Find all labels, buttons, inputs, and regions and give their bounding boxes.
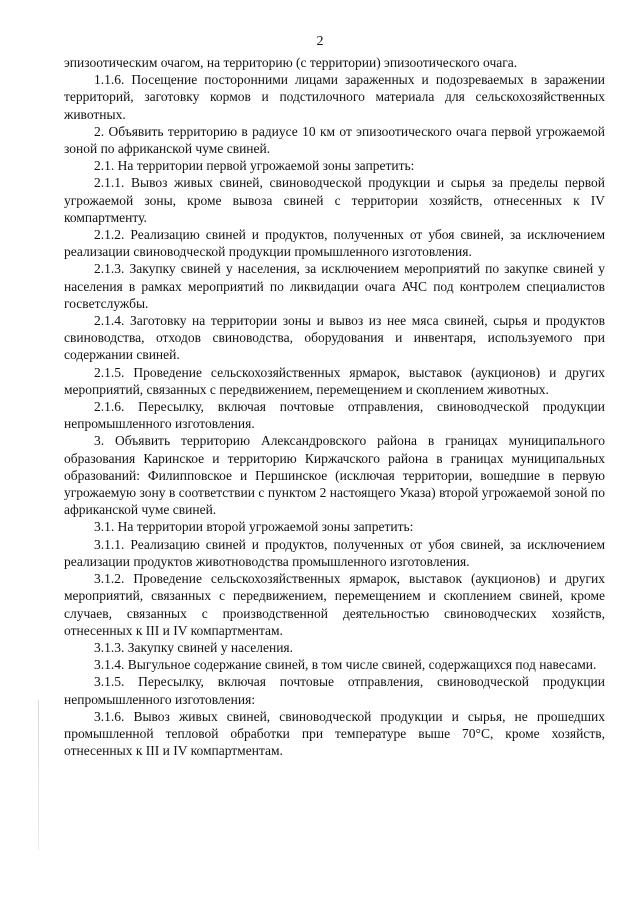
paragraph: 2.1.3. Закупку свиней у населения, за исключением мероприятий по закупке свиней у населения в рамках мероприятий по ликвидации очага АЧС под контролем специалистов госветслужбы. [64,261,605,311]
paragraph: 2.1.6. Пересылку, включая почтовые отправления, свиноводческой продукции непромышленного изготовления. [64,399,605,432]
document-body [64,54,605,759]
paragraph: 2.1.5. Проведение сельскохозяйственных ярмарок, выставок (аукционов) и других мероприятий, связанных с передвижением, перемещением и скоплением животных. [64,364,605,397]
paragraph: эпизоотическим очагом, на территорию (с территории) эпизоотического очага. [64,55,518,70]
paragraph: 3.1. На территории второй угрожаемой зоны запретить: [94,519,414,535]
paragraph: 3.1.4. Выгульное содержание свиней, в том числе свиней, содержащихся под навесами. [94,657,597,673]
paragraph: 2.1.2. Реализацию свиней и продуктов, полученных от убоя свиней, за исключением реализации свиноводческой продукции промышленного изготовления. [64,227,605,260]
paragraph: 2. Объявить территорию в радиусе 10 км от эпизоотического очага первой угрожаемой зоной по африканской чуме свиней. [64,123,605,157]
paragraph: 3.1.3. Закупку свиней у населения. [94,639,293,655]
paragraph: 2.1.4. Заготовку на территории зоны и вывоз из нее мяса свиней, сырья и продуктов свиноводства, отходов свиноводства, оборудования и инвентаря, используемого при содержании свиней. [64,313,605,363]
paragraph: 3.1.1. Реализацию свиней и продуктов, полученных от убоя свиней, за исключением реализации продуктов животноводства промышленного изготовления. [64,536,605,569]
page-number: 2 [316,34,324,49]
scan-artifact-line [38,700,39,850]
paragraph: 3.1.2. Проведение сельскохозяйственных ярмарок, выставок (аукционов) и других мероприятий, связанных с передвижением, перемещением и скоплением свиней, кроме случаев, связанных с производственной деятельностью свиноводческих хозяйств, отнесенных к III и IV компартментам. [64,571,605,638]
paragraph: 2.1.1. Вывоз живых свиней, свиноводческой продукции и сырья за пределы первой угрожаемой зоны, кроме вывоза свиней с территории хозяйств, отнесенных к IV компартменту. [64,175,605,225]
paragraph: 3.1.5. Пересылку, включая почтовые отправления, свиноводческой продукции непромышленного изготовления: [64,674,605,707]
paragraph: 1.1.6. Посещение посторонними лицами зараженных и подозреваемых в заражении территорий, заготовку кормов и подстилочного материала для сельскохозяйственных животных. [64,72,605,122]
paragraph: 2.1. На территории первой угрожаемой зоны запретить: [94,158,415,174]
paragraph: 3. Объявить территорию Александровского района в границах муниципального образования Каринское и территорию Киржачского района в границах муниципальных образований: Филипповское и Першинское (исключая территории, вошедшие в первую угрожаемую зону в соответствии с пунктом 2 настоящего Указа) второй угрожаемой зоной по африканской чуме свиней. [64,433,605,518]
paragraph: 3.1.6. Вывоз живых свиней, свиноводческой продукции и сырья, не прошедших промышленной тепловой обработки при температуре выше 70°С, кроме хозяйств, отнесенных к III и IV компартментам. [64,708,605,759]
